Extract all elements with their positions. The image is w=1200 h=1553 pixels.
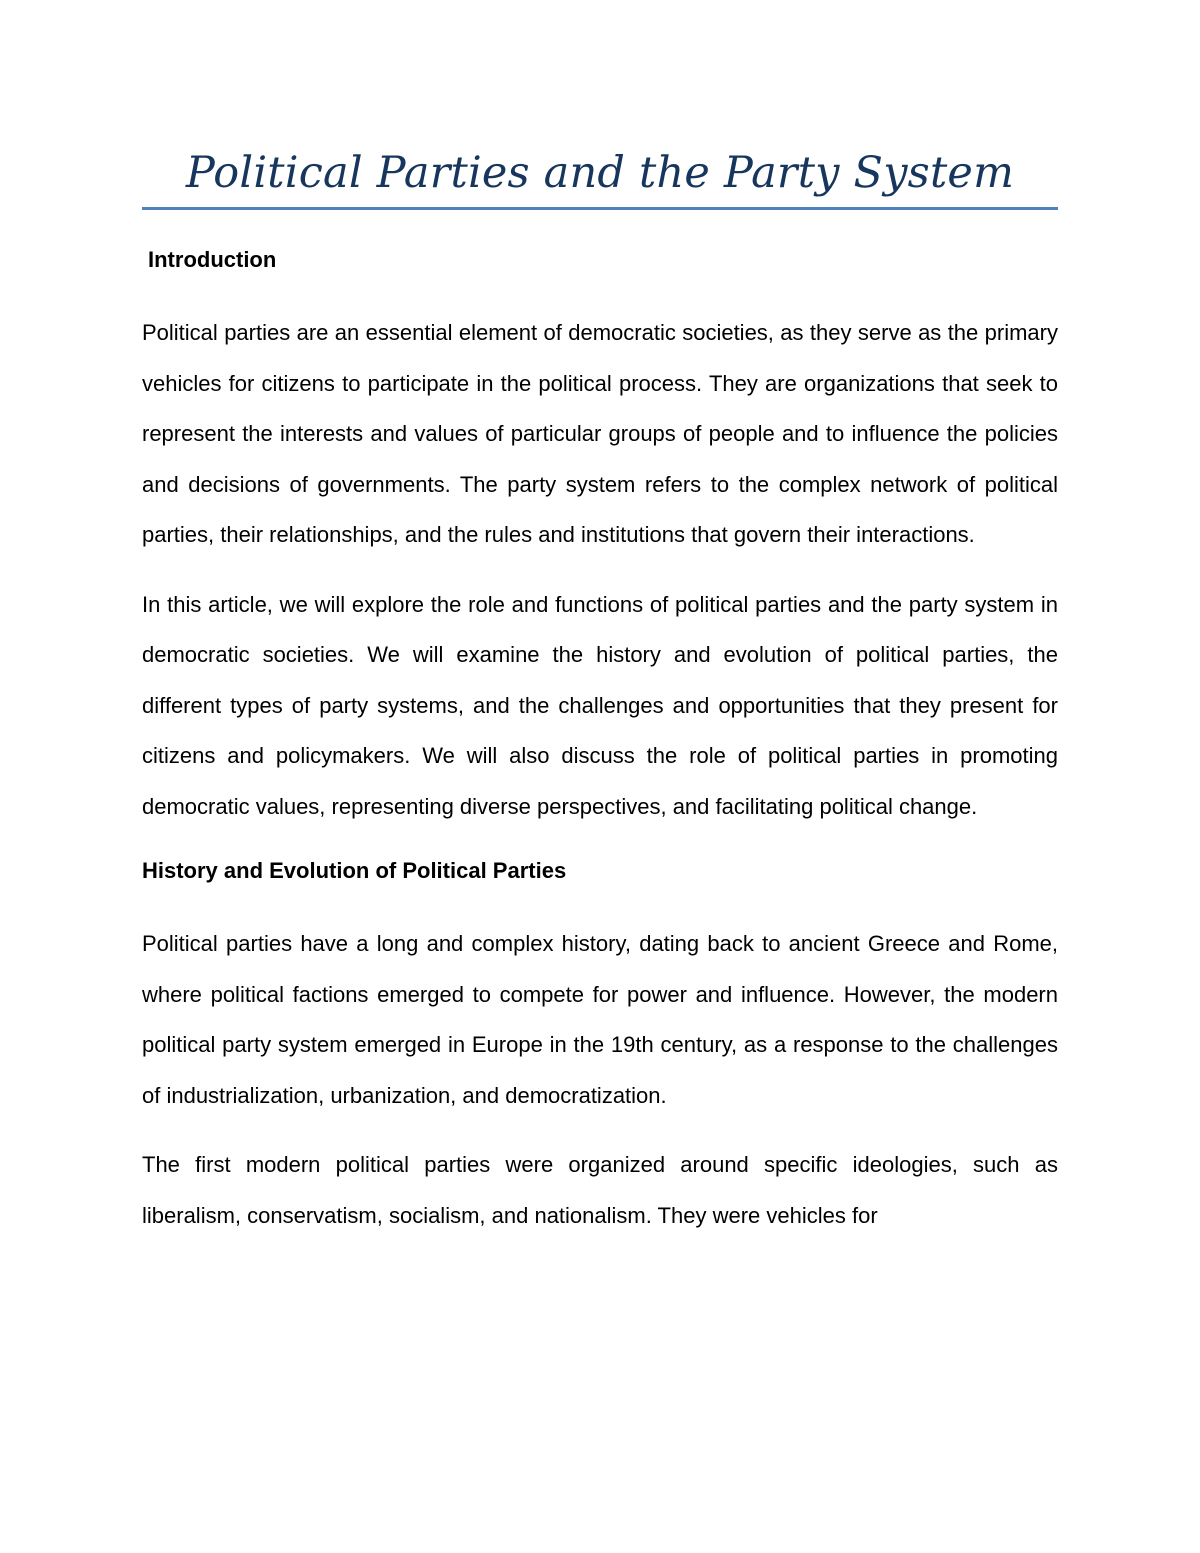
spacer (142, 891, 1058, 919)
paragraph-intro-1: Political parties are an essential element of democratic societies, as they serve as the primary vehicles for citizens to participate in the political process. They are organizations that seek to represent the interests and values of particular groups of people and to influence the policies and decisions of governments. The party system refers to the complex network of political parties, their relationships, and the rules and institutions that govern their interactions. (142, 320, 1058, 547)
spacer (142, 832, 1058, 851)
document-title: Political Parties and the Party System (185, 148, 1015, 198)
spacer (142, 561, 1058, 580)
paragraph-history-1: Political parties have a long and complex history, dating back to ancient Greece and Rome, where political factions emerged to compete for power and influence. However, the modern political party system emerged in Europe in the 19th century, as a response to the challenges of industrialization, urbanization, and democratization. (142, 931, 1058, 1108)
section-heading-history: History and Evolution of Political Parties (142, 858, 567, 883)
document-body (142, 240, 1058, 1241)
title-block (142, 140, 1058, 210)
spacer (142, 1121, 1058, 1140)
paragraph-intro-2: In this article, we will explore the role and functions of political parties and the party system in democratic societies. We will examine the history and evolution of political parties, the different types of party systems, and the challenges and opportunities that they present for citizens and policymakers. We will also discuss the role of political parties in promoting democratic values, representing diverse perspectives, and facilitating political change. (142, 591, 1058, 819)
spacer (142, 280, 1058, 308)
paragraph-history-2: The first modern political parties were organized around specific ideologies, such as liberalism, conservatism, socialism, and nationalism. They were vehicles for (142, 1152, 1058, 1228)
title-underline-rule (142, 207, 1058, 210)
section-heading-introduction: Introduction (148, 247, 277, 272)
